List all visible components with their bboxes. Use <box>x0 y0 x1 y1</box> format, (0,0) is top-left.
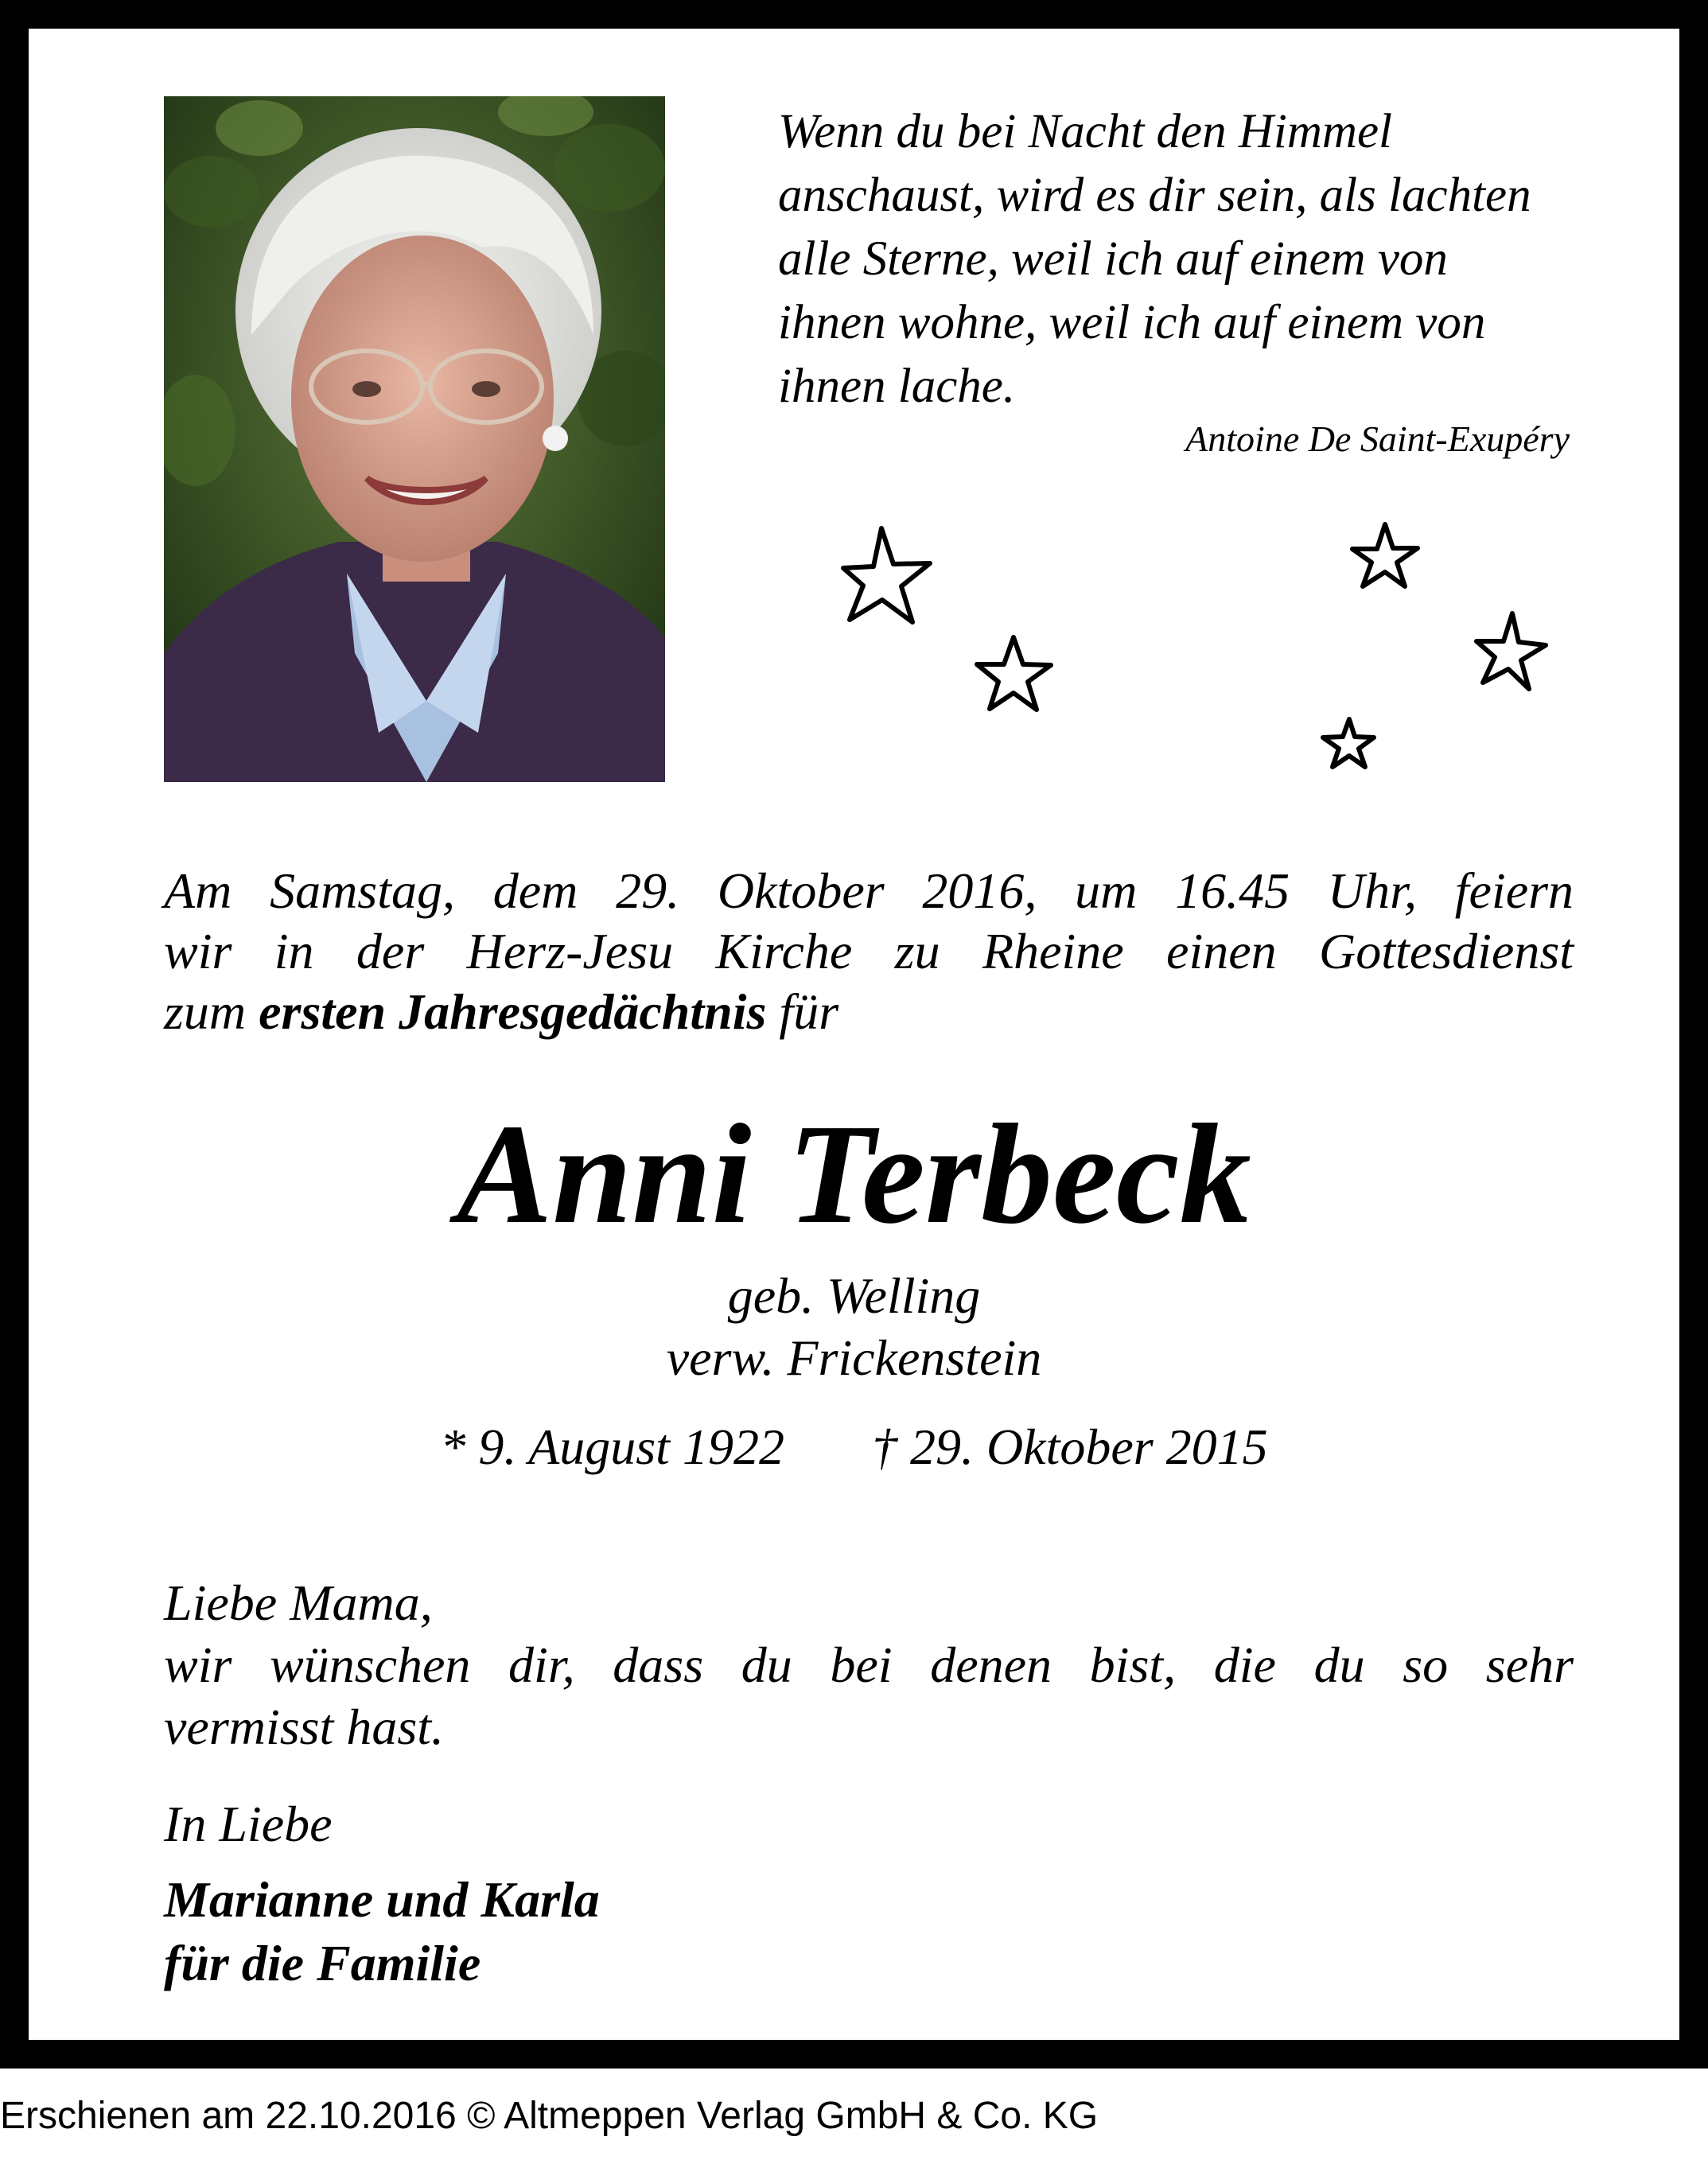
message-salutation: Liebe Mama, <box>164 1574 433 1631</box>
service-announcement <box>164 861 1574 1042</box>
birth-name: geb. Welling <box>727 1267 981 1324</box>
message-line: wir wünschen dir, dass du bei denen bist, die du so sehr <box>164 1637 1574 1693</box>
obituary-card <box>29 29 1679 2040</box>
star-outline-icon <box>1352 524 1418 586</box>
announcement-line <box>164 982 1574 1042</box>
widowed-name: verw. Frickenstein <box>666 1329 1042 1386</box>
signatory-family: für die Familie <box>164 1935 481 1991</box>
quote-line: anschaust, wird es dir sein, als lachten <box>778 169 1531 222</box>
star-outline-icon <box>1477 613 1546 689</box>
star-outline-icon <box>1323 719 1374 767</box>
closing-text: In Liebe <box>164 1796 333 1852</box>
life-dates <box>29 1416 1679 1478</box>
death-date: † 29. Oktober 2015 <box>871 1419 1268 1475</box>
birth-date: * 9. August 1922 <box>440 1419 784 1475</box>
portrait-photo <box>164 96 665 782</box>
announcement-line: Am Samstag, dem 29. Oktober 2016, um 16.45 Uhr, feiern <box>164 862 1574 919</box>
quote-author: Antoine De Saint-Exupéry <box>1185 418 1570 459</box>
publication-footer: Erschienen am 22.10.2016 © Altmeppen Verlag GmbH & Co. KG <box>0 2095 1099 2137</box>
announcement-line: wir in der Herz-Jesu Kirche zu Rheine einen Gottesdienst <box>164 923 1574 979</box>
quote-line: alle Sterne, weil ich auf einem von <box>778 232 1448 286</box>
star-outline-icon <box>843 528 930 622</box>
family-message <box>164 1572 1574 1758</box>
quote-line: ihnen wohne, weil ich auf einem von <box>778 296 1486 349</box>
deceased-name: Anni Terbeck <box>457 1095 1251 1253</box>
quote-text <box>778 100 1574 418</box>
signatory-names: Marianne und Karla <box>164 1871 600 1928</box>
stars-decoration <box>800 506 1580 808</box>
quote-line: ihnen lache. <box>778 360 1016 413</box>
announcement-prefix: zum <box>164 983 247 1040</box>
memorial-type: ersten Jahresgedächtnis <box>259 983 767 1040</box>
announcement-suffix: für <box>779 983 839 1040</box>
star-outline-icon <box>977 637 1051 710</box>
quote-line: Wenn du bei Nacht den Himmel <box>778 105 1392 158</box>
signatories <box>164 1868 600 1995</box>
message-line: vermisst hast. <box>164 1699 444 1755</box>
